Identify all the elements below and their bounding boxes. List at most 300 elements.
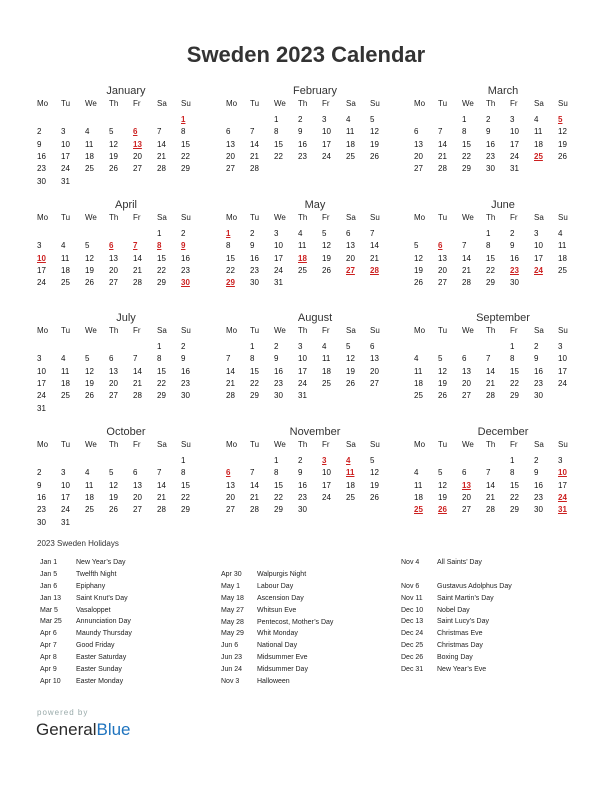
day-cell: 22 — [226, 265, 235, 275]
day-cell: 17 — [322, 480, 331, 490]
weekday-header: Mo — [37, 99, 49, 108]
day-cell: 27 — [370, 378, 379, 388]
holiday-row — [40, 593, 132, 605]
day-cell: 13 — [438, 253, 447, 263]
weekday-header: Tu — [250, 99, 260, 108]
holiday-row — [221, 581, 333, 593]
weekday-header: Mo — [414, 213, 426, 222]
holiday-row — [401, 652, 512, 664]
holiday-name: Labour Day — [257, 582, 294, 590]
day-cell: 29 — [462, 164, 471, 174]
day-cell: 3 — [61, 468, 66, 478]
day-cell: 14 — [133, 253, 142, 263]
day-cell: 3 — [61, 127, 66, 137]
day-cell: 13 — [133, 480, 142, 490]
day-cell: 8 — [250, 354, 255, 364]
holiday-name: Whitsun Eve — [257, 606, 297, 614]
day-cell: 18 — [346, 139, 355, 149]
day-cell: 19 — [109, 151, 118, 161]
weekday-header: Sa — [534, 440, 544, 449]
holiday-row — [40, 616, 132, 628]
month-december — [414, 425, 584, 515]
day-cell: 25 — [85, 164, 94, 174]
day-cell: 3 — [322, 115, 327, 124]
weekday-header: Tu — [438, 326, 448, 335]
day-cell: 12 — [346, 354, 355, 364]
holiday-row — [221, 593, 333, 605]
weekday-header: We — [462, 326, 474, 335]
day-cell: 5 — [85, 354, 90, 364]
weekday-header: Th — [109, 213, 119, 222]
day-cell: 21 — [250, 151, 259, 161]
holiday-day-cell: 13 — [133, 139, 142, 149]
holiday-date: Jan 5 — [40, 570, 58, 578]
holiday-name: New Year’s Eve — [437, 666, 487, 674]
holiday-date: May 29 — [221, 630, 244, 638]
day-cell: 14 — [157, 139, 166, 149]
day-cell: 3 — [298, 342, 303, 351]
day-cell: 19 — [346, 366, 355, 376]
holiday-name: Boxing Day — [437, 654, 473, 662]
weekday-header: We — [462, 99, 474, 108]
holiday-name: Walpurgis Night — [257, 571, 307, 578]
day-cell: 11 — [558, 241, 567, 251]
month-april — [37, 198, 207, 288]
day-cell: 18 — [61, 378, 70, 388]
holiday-name: Halloween — [257, 678, 290, 686]
day-cell: 2 — [181, 342, 186, 351]
holiday-day-cell: 3 — [322, 456, 327, 465]
holiday-row — [221, 569, 333, 581]
holiday-day-cell: 27 — [346, 265, 355, 275]
holiday-date: Apr 7 — [40, 642, 57, 650]
holiday-row — [221, 664, 333, 676]
holiday-name: National Day — [257, 642, 298, 650]
day-cell: 11 — [85, 139, 94, 149]
day-cell: 20 — [462, 378, 471, 388]
day-cell: 16 — [510, 253, 519, 263]
day-cell: 12 — [85, 366, 94, 376]
holiday-day-cell: 24 — [558, 492, 567, 502]
day-cell: 19 — [370, 480, 379, 490]
day-cell: 21 — [486, 492, 495, 502]
day-cell: 4 — [61, 241, 66, 251]
holiday-date: Dec 10 — [401, 606, 424, 614]
day-cell: 7 — [250, 127, 255, 137]
weekday-header: Th — [486, 213, 496, 222]
day-cell: 1 — [510, 342, 515, 351]
weekday-header: Th — [298, 326, 308, 335]
day-cell: 6 — [462, 468, 467, 478]
day-cell: 29 — [250, 391, 259, 401]
day-cell: 1 — [157, 229, 162, 238]
day-cell: 30 — [486, 164, 495, 174]
month-name: July — [116, 312, 136, 324]
day-cell: 21 — [133, 378, 142, 388]
weekday-header: Su — [370, 213, 380, 222]
day-cell: 9 — [298, 127, 303, 137]
weekday-header: Mo — [37, 440, 49, 449]
weekday-header: Su — [370, 440, 380, 449]
holiday-name: Saint Knut’s Day — [76, 594, 128, 602]
day-cell: 19 — [85, 378, 94, 388]
weekday-header: Fr — [133, 326, 141, 335]
day-cell: 15 — [157, 253, 166, 263]
day-cell: 12 — [85, 253, 94, 263]
day-cell: 23 — [37, 164, 46, 174]
day-cell: 21 — [226, 378, 235, 388]
day-cell: 24 — [322, 151, 331, 161]
day-cell: 17 — [558, 366, 567, 376]
day-cell: 8 — [157, 354, 162, 364]
day-cell: 18 — [61, 265, 70, 275]
day-cell: 1 — [181, 456, 186, 465]
day-cell: 12 — [558, 127, 567, 137]
day-cell: 16 — [534, 366, 543, 376]
day-cell: 22 — [274, 151, 283, 161]
day-cell: 20 — [133, 151, 142, 161]
day-cell: 26 — [438, 391, 447, 401]
day-cell: 10 — [61, 480, 70, 490]
day-cell: 29 — [181, 505, 190, 515]
day-cell: 2 — [510, 229, 515, 238]
weekday-header: We — [274, 99, 286, 108]
day-cell: 16 — [181, 366, 190, 376]
weekday-header: Fr — [510, 440, 518, 449]
day-cell: 23 — [181, 378, 190, 388]
day-cell: 31 — [61, 176, 70, 186]
holiday-row — [221, 652, 333, 664]
day-cell: 6 — [414, 127, 419, 137]
holiday-date: Jun 6 — [221, 642, 239, 650]
holiday-name: Midsummer Day — [257, 666, 308, 674]
day-cell: 22 — [157, 378, 166, 388]
day-cell: 3 — [510, 115, 515, 124]
day-cell: 21 — [157, 151, 166, 161]
day-cell: 27 — [133, 505, 142, 515]
day-cell: 17 — [322, 139, 331, 149]
day-cell: 20 — [226, 492, 235, 502]
day-cell: 10 — [558, 354, 567, 364]
day-cell: 17 — [37, 265, 46, 275]
day-cell: 15 — [274, 480, 283, 490]
day-cell: 18 — [558, 253, 567, 263]
month-october — [37, 425, 207, 527]
day-cell: 5 — [370, 456, 375, 465]
holiday-name: Christmas Eve — [437, 630, 483, 638]
day-cell: 20 — [346, 253, 355, 263]
weekday-header: Mo — [226, 213, 238, 222]
holiday-day-cell: 26 — [438, 505, 447, 515]
weekday-header: Fr — [510, 99, 518, 108]
day-cell: 9 — [298, 468, 303, 478]
holiday-date: Dec 25 — [401, 642, 424, 650]
day-cell: 19 — [85, 265, 94, 275]
weekday-header: We — [85, 213, 97, 222]
day-cell: 1 — [274, 115, 279, 124]
day-cell: 14 — [486, 366, 495, 376]
holiday-day-cell: 6 — [133, 127, 138, 137]
day-cell: 4 — [298, 229, 303, 238]
day-cell: 17 — [61, 151, 70, 161]
day-cell: 8 — [462, 127, 467, 137]
day-cell: 28 — [462, 278, 471, 288]
weekday-header: We — [274, 213, 286, 222]
holiday-row — [40, 640, 132, 652]
day-cell: 30 — [534, 505, 543, 515]
day-cell: 17 — [558, 480, 567, 490]
day-cell: 4 — [558, 229, 563, 238]
holiday-date: Nov 3 — [221, 678, 240, 686]
day-cell: 8 — [226, 241, 231, 251]
day-cell: 5 — [85, 241, 90, 251]
day-cell: 11 — [298, 241, 307, 251]
holiday-day-cell: 31 — [558, 505, 567, 515]
day-cell: 1 — [274, 456, 279, 465]
day-cell: 24 — [274, 265, 283, 275]
day-cell: 2 — [181, 229, 186, 238]
day-cell: 23 — [37, 505, 46, 515]
day-cell: 15 — [157, 366, 166, 376]
day-cell: 15 — [181, 480, 190, 490]
day-cell: 7 — [462, 241, 467, 251]
weekday-header: Tu — [438, 99, 448, 108]
weekday-header: Tu — [250, 326, 260, 335]
weekday-header: Th — [486, 440, 496, 449]
day-cell: 6 — [133, 468, 138, 478]
holiday-date: Dec 13 — [401, 618, 424, 626]
weekday-header: We — [462, 440, 474, 449]
day-cell: 7 — [226, 354, 231, 364]
weekday-header: Mo — [414, 326, 426, 335]
day-cell: 24 — [61, 505, 70, 515]
holiday-name: Nobel Day — [437, 606, 470, 614]
weekday-header: Tu — [61, 213, 71, 222]
day-cell: 2 — [534, 456, 539, 465]
holiday-day-cell: 9 — [181, 241, 186, 251]
day-cell: 27 — [109, 278, 118, 288]
holiday-row — [221, 628, 333, 640]
day-cell: 31 — [61, 517, 70, 527]
day-cell: 24 — [322, 492, 331, 502]
weekday-header: Sa — [346, 326, 356, 335]
day-cell: 14 — [486, 480, 495, 490]
day-cell: 14 — [438, 139, 447, 149]
holiday-column — [40, 557, 132, 688]
day-cell: 31 — [37, 403, 46, 413]
weekday-header: Mo — [37, 213, 49, 222]
day-cell: 13 — [414, 139, 423, 149]
weekday-header: Sa — [157, 326, 167, 335]
day-cell: 23 — [534, 492, 543, 502]
day-cell: 18 — [414, 378, 423, 388]
day-cell: 25 — [414, 391, 423, 401]
day-cell: 15 — [226, 253, 235, 263]
day-cell: 29 — [274, 505, 283, 515]
day-cell: 7 — [157, 468, 162, 478]
day-cell: 14 — [133, 366, 142, 376]
day-cell: 7 — [133, 354, 138, 364]
holiday-day-cell: 13 — [462, 480, 471, 490]
day-cell: 5 — [109, 468, 114, 478]
holiday-name: Annunciation Day — [76, 618, 131, 626]
day-cell: 23 — [298, 151, 307, 161]
month-name: December — [477, 426, 529, 438]
month-september — [414, 311, 584, 401]
day-cell: 28 — [438, 164, 447, 174]
day-cell: 11 — [61, 366, 70, 376]
weekday-header: Sa — [157, 440, 167, 449]
holiday-name: New Year’s Day — [76, 559, 126, 566]
day-cell: 23 — [181, 265, 190, 275]
day-cell: 9 — [534, 468, 539, 478]
powered-by-label: powered by — [37, 708, 89, 717]
day-cell: 17 — [298, 366, 307, 376]
holiday-day-cell: 25 — [414, 505, 423, 515]
day-cell: 8 — [181, 468, 186, 478]
day-cell: 15 — [462, 139, 471, 149]
day-cell: 27 — [226, 164, 235, 174]
holiday-row — [401, 593, 512, 605]
weekday-header: Th — [486, 99, 496, 108]
day-cell: 19 — [438, 378, 447, 388]
day-cell: 30 — [181, 391, 190, 401]
day-cell: 23 — [274, 378, 283, 388]
day-cell: 16 — [37, 492, 46, 502]
day-cell: 24 — [298, 378, 307, 388]
holiday-day-cell: 1 — [181, 115, 186, 124]
day-cell: 27 — [462, 391, 471, 401]
day-cell: 14 — [250, 480, 259, 490]
day-cell: 5 — [322, 229, 327, 238]
day-cell: 17 — [61, 492, 70, 502]
day-cell: 17 — [534, 253, 543, 263]
holiday-row — [40, 628, 132, 640]
weekday-header: Th — [298, 213, 308, 222]
day-cell: 30 — [274, 391, 283, 401]
day-cell: 18 — [85, 151, 94, 161]
holiday-row — [40, 664, 132, 676]
holiday-date: May 18 — [221, 594, 244, 602]
day-cell: 13 — [109, 253, 118, 263]
day-cell: 22 — [510, 492, 519, 502]
holiday-day-cell: 5 — [558, 115, 563, 124]
weekday-header: Su — [558, 99, 568, 108]
day-cell: 11 — [414, 480, 423, 490]
day-cell: 12 — [438, 366, 447, 376]
day-cell: 27 — [133, 164, 142, 174]
holiday-row — [221, 640, 333, 652]
day-cell: 4 — [534, 115, 539, 124]
month-name: May — [304, 199, 326, 211]
weekday-header: We — [274, 326, 286, 335]
weekday-header: Sa — [157, 213, 167, 222]
day-cell: 3 — [274, 229, 279, 238]
day-cell: 17 — [510, 139, 519, 149]
day-cell: 16 — [274, 366, 283, 376]
day-cell: 9 — [37, 480, 42, 490]
weekday-header: Mo — [226, 326, 238, 335]
day-cell: 4 — [85, 468, 90, 478]
day-cell: 22 — [486, 265, 495, 275]
month-name: February — [292, 85, 338, 97]
day-cell: 4 — [322, 342, 327, 351]
day-cell: 24 — [37, 278, 46, 288]
day-cell: 9 — [181, 354, 186, 364]
day-cell: 4 — [414, 354, 419, 364]
holiday-day-cell: 29 — [226, 278, 235, 288]
day-cell: 6 — [226, 127, 231, 137]
day-cell: 7 — [486, 354, 491, 364]
day-cell: 22 — [462, 151, 471, 161]
day-cell: 5 — [438, 354, 443, 364]
day-cell: 22 — [510, 378, 519, 388]
day-cell: 14 — [250, 139, 259, 149]
day-cell: 10 — [61, 139, 70, 149]
holiday-day-cell: 6 — [109, 241, 114, 251]
day-cell: 20 — [414, 151, 423, 161]
day-cell: 4 — [85, 127, 90, 137]
day-cell: 28 — [133, 278, 142, 288]
day-cell: 11 — [346, 127, 355, 137]
day-cell: 23 — [250, 265, 259, 275]
day-cell: 26 — [370, 492, 379, 502]
holiday-row — [401, 557, 512, 569]
day-cell: 21 — [438, 151, 447, 161]
day-cell: 12 — [370, 127, 379, 137]
month-june — [414, 198, 584, 288]
weekday-header: Fr — [322, 213, 330, 222]
month-name: March — [487, 85, 519, 97]
day-cell: 20 — [109, 378, 118, 388]
holiday-date: May 1 — [221, 582, 241, 590]
holiday-row — [40, 652, 132, 664]
weekday-header: Sa — [534, 99, 544, 108]
day-cell: 25 — [61, 278, 70, 288]
holiday-name: Easter Monday — [76, 677, 124, 685]
day-cell: 19 — [322, 253, 331, 263]
day-cell: 3 — [534, 229, 539, 238]
day-cell: 10 — [298, 354, 307, 364]
holiday-name: Maundy Thursday — [76, 630, 132, 638]
day-cell: 3 — [37, 241, 42, 251]
day-cell: 28 — [157, 164, 166, 174]
weekday-header: Fr — [133, 213, 141, 222]
month-february — [226, 84, 396, 174]
day-cell: 18 — [414, 492, 423, 502]
weekday-header: Fr — [322, 440, 330, 449]
day-cell: 16 — [534, 480, 543, 490]
weekday-header: Su — [558, 440, 568, 449]
day-cell: 12 — [322, 241, 331, 251]
day-cell: 12 — [438, 480, 447, 490]
day-cell: 6 — [370, 342, 375, 351]
day-cell: 17 — [274, 253, 283, 263]
day-cell: 14 — [157, 480, 166, 490]
day-cell: 18 — [346, 480, 355, 490]
day-cell: 1 — [157, 342, 162, 351]
holiday-column — [401, 557, 512, 676]
day-cell: 29 — [510, 505, 519, 515]
day-cell: 13 — [109, 366, 118, 376]
weekday-header: Fr — [133, 99, 141, 108]
day-cell: 3 — [558, 456, 563, 465]
month-july — [37, 311, 207, 413]
day-cell: 1 — [486, 229, 491, 238]
day-cell: 4 — [346, 115, 351, 124]
generalblue-logo[interactable] — [36, 720, 131, 740]
holiday-name: Easter Saturday — [76, 654, 127, 662]
